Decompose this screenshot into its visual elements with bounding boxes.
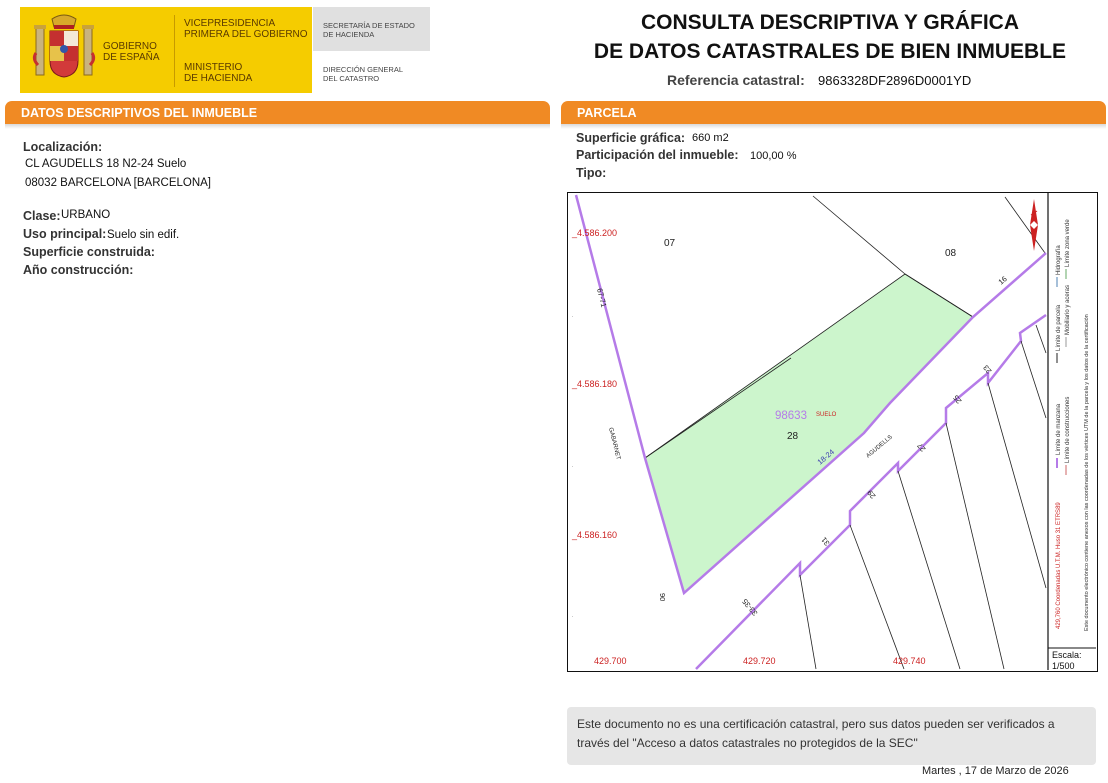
tick-mark: . bbox=[572, 313, 574, 319]
page-title bbox=[560, 8, 1100, 66]
vicepresidencia-text bbox=[184, 18, 308, 40]
anio-construccion-label: Año construcción: bbox=[23, 263, 134, 277]
legend-hidrografia: Hidrografía bbox=[1056, 245, 1062, 275]
num-31: 31 bbox=[819, 535, 832, 548]
superficie-construida-label: Superficie construida: bbox=[23, 245, 155, 259]
sec-line1: SECRETARÍA DE ESTADO bbox=[323, 21, 415, 30]
num-25: 25 bbox=[951, 393, 964, 406]
coord-y-1: _4.586.200 bbox=[572, 228, 618, 238]
num-29: 29 bbox=[865, 488, 878, 501]
title-line1: CONSULTA DESCRIPTIVA Y GRÁFICA bbox=[640, 11, 1020, 34]
num-90: 90 bbox=[658, 593, 667, 602]
section-title-datos: DATOS DESCRIPTIVOS DEL INMUEBLE bbox=[21, 106, 258, 120]
ministerio-text bbox=[184, 62, 252, 84]
uso-label: Uso principal: bbox=[23, 227, 107, 241]
coord-y-3: _4.586.160 bbox=[572, 530, 618, 540]
escala-value: 1/500 bbox=[1052, 661, 1075, 670]
min-line2: DE HACIENDA bbox=[184, 73, 253, 84]
localizacion-label: Localización: bbox=[23, 140, 103, 154]
parcel-07-label: 07 bbox=[664, 238, 676, 249]
ref-label: Referencia catastral: bbox=[667, 72, 805, 88]
legend-limite-parcela: Límite de parcela bbox=[1056, 304, 1062, 351]
legend-limite-manzana: Límite de manzana bbox=[1056, 403, 1062, 455]
vice-line1: VICEPRESIDENCIA bbox=[184, 18, 276, 29]
tick-mark: . bbox=[572, 613, 574, 619]
num-18-24: 18-24 bbox=[815, 447, 836, 467]
num-27: 27 bbox=[915, 441, 928, 454]
legend-limite-construcciones: Límite de construcciones bbox=[1065, 396, 1071, 463]
num-16: 16 bbox=[996, 274, 1009, 287]
num-33-35: 33-35 bbox=[740, 597, 760, 618]
bar-shadow bbox=[5, 124, 550, 129]
parcel-boundary bbox=[1005, 197, 1045, 253]
suelo-label: SUELO bbox=[816, 412, 837, 418]
participacion-label: Participación del inmueble: bbox=[576, 148, 739, 162]
secretaria-block bbox=[313, 7, 430, 51]
uso-value: Suelo sin edif. bbox=[107, 229, 180, 241]
coord-x-1: 429.700 bbox=[594, 656, 627, 666]
tick-mark: . bbox=[572, 463, 574, 469]
tipo-label: Tipo: bbox=[576, 166, 607, 180]
dir-line1: DIRECCIÓN GENERAL bbox=[323, 65, 404, 74]
num-67-71: 67-71 bbox=[595, 287, 609, 309]
coord-x-2: 429.720 bbox=[743, 656, 776, 666]
section-bar-datos bbox=[5, 101, 550, 124]
legend-coords: 429,760 Coordenadas U.T.M. Huso 31 ETRS89 bbox=[1056, 502, 1062, 629]
divider bbox=[174, 15, 175, 87]
map-svg bbox=[568, 193, 1096, 670]
street-gabarnet: GABARNET bbox=[607, 427, 621, 461]
escala-label: Escala: bbox=[1052, 650, 1082, 660]
clase-value: URBANO bbox=[61, 209, 111, 221]
street-agudells: AGUDELLS bbox=[865, 434, 894, 460]
document-date: Martes , 17 de Marzo de 2026 bbox=[922, 765, 1069, 777]
gobierno-text bbox=[103, 41, 160, 63]
vice-line2: PRIMERA DEL GOBIERNO bbox=[184, 29, 308, 40]
sec-line2: DE HACIENDA bbox=[323, 30, 375, 39]
coord-x-3: 429.740 bbox=[893, 656, 926, 666]
bar-shadow bbox=[561, 124, 1106, 129]
disclaimer-note: Este documento no es una certificación catastral, pero sus datos pueden ser verificados a través del "Acceso a datos catastrales no protegidos de la SEC" bbox=[567, 707, 1096, 765]
ref-value: 9863328DF2896D0001YD bbox=[818, 73, 972, 88]
localizacion-line2: 08032 BARCELONA [BARCELONA] bbox=[25, 177, 211, 189]
title-line2: DE DATOS CATASTRALES DE BIEN INMUEBLE bbox=[593, 40, 1067, 63]
participacion-value: 100,00 % bbox=[750, 150, 797, 162]
legend-mobiliario: Mobiliario y aceras bbox=[1065, 284, 1071, 335]
gov-line2: DE ESPAÑA bbox=[103, 52, 160, 63]
parcel-boundary bbox=[813, 196, 905, 274]
parcel-28-label: 28 bbox=[787, 431, 799, 442]
localizacion-line1: CL AGUDELLS 18 N2-24 Suelo bbox=[25, 158, 187, 170]
legend-limite-verde: Límite zona verde bbox=[1065, 219, 1071, 267]
coat-of-arms-icon bbox=[32, 13, 96, 87]
dir-line2: DEL CATASTRO bbox=[323, 74, 380, 83]
parcel-08-label: 08 bbox=[945, 248, 957, 259]
superficie-grafica-value: 660 m2 bbox=[692, 132, 729, 144]
parcel-28-area[interactable] bbox=[645, 274, 973, 593]
superficie-grafica-label: Superficie gráfica: bbox=[576, 131, 686, 145]
section-bar-parcela bbox=[561, 101, 1106, 124]
legend-note: Este documento electrónico contiene anexos con las coordenadas de los vértices UTM de la parcela y los datos de la certificación bbox=[1084, 314, 1090, 631]
min-line1: MINISTERIO bbox=[184, 62, 243, 73]
coord-y-2: _4.586.180 bbox=[572, 379, 618, 389]
secretaria-text bbox=[323, 21, 415, 39]
cadastral-map[interactable] bbox=[567, 192, 1098, 672]
clase-label: Clase: bbox=[23, 209, 61, 223]
north-arrow-icon bbox=[1030, 199, 1038, 251]
manzana-label: 98633 bbox=[775, 410, 807, 422]
section-title-parcela: PARCELA bbox=[577, 106, 637, 120]
direccion-text bbox=[323, 65, 403, 83]
num-23: 23 bbox=[981, 363, 994, 376]
gov-line1: GOBIERNO bbox=[103, 41, 157, 52]
government-logo-block bbox=[20, 7, 312, 93]
